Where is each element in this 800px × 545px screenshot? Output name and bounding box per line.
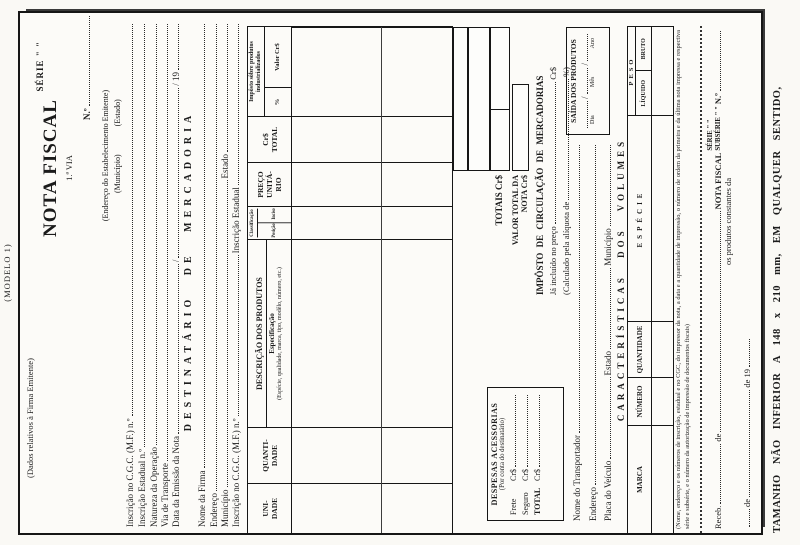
transportador-line: Nome do Transportador: [572, 143, 582, 521]
nota-fiscal-sheet: [18, 11, 763, 535]
body-row-line: [381, 27, 382, 533]
col-classificacao: Classificação Posição Inciso: [248, 206, 291, 239]
col-peso: PESO LÍQUIDO BRUTO: [628, 27, 651, 115]
dotted-line: [515, 395, 516, 467]
dotted-line: [178, 264, 179, 434]
dotted-line: [720, 31, 721, 91]
serie-label: SÉRIE " ": [35, 41, 45, 92]
empty-cell: [652, 377, 673, 425]
dotted-line: [527, 395, 528, 467]
modelo-label: (MODELO 1): [2, 243, 12, 302]
despesas-subtitle: (Por conta do destinatário): [499, 417, 506, 491]
dotted-line: [595, 145, 596, 485]
col-quantidade: QUANTI- DADE: [248, 427, 291, 483]
despesas-title: DESPESAS ACESSORIAS: [490, 402, 499, 506]
col-percent: %: [265, 87, 291, 116]
dotted-line: [749, 509, 750, 527]
col-numero: NÚMERO: [628, 377, 651, 425]
municipio-caption: (Município): [113, 154, 122, 193]
endereco-destinatario-line: Endereço: [209, 22, 219, 527]
products-table: [247, 26, 453, 533]
dados-firma-caption: (Dados relativos à Firma Emitente): [25, 358, 35, 478]
dotted-line: [132, 24, 133, 416]
aliquota-line: (Calculado pela alíquota de %): [561, 67, 571, 295]
seguro-line: Seguro Cr$: [521, 393, 530, 515]
empty-cell: [652, 425, 673, 533]
saida-dma-captions: Dia Mês Ano: [590, 38, 596, 124]
recibo-line: Receb. de NOTA FISCAL SÉRIE " " SUBSÉRIE " " N.º: [707, 29, 723, 529]
col-inciso: Inciso: [271, 208, 278, 220]
saida-produtos-box: [566, 27, 610, 135]
dotted-line: [238, 24, 239, 185]
value-box: [453, 27, 468, 171]
col-especie: ESPÉCIE: [628, 115, 651, 321]
dotted-line: [539, 395, 540, 467]
box-divider: [491, 109, 509, 110]
dotted-line: [579, 145, 580, 433]
caracteristicas-volumes-header: CARACTERÍSTICAS DOS VOLUMES: [616, 137, 626, 422]
natureza-operacao-line: Natureza da Operação: [149, 22, 159, 527]
dotted-line: [749, 390, 750, 497]
dotted-line: [749, 339, 750, 367]
empty-cell: [652, 27, 673, 115]
volumes-table-header: [628, 27, 652, 533]
col-preco-unitario: PREÇO UNITÁ- RIO: [248, 162, 291, 206]
empty-cell: [652, 115, 673, 321]
inscricao-estadual-line: Inscrição Estadual n.º: [137, 22, 147, 527]
dotted-line: [167, 24, 168, 461]
col-unidade: UNI- DADE: [248, 483, 291, 533]
dotted-line: [156, 24, 157, 445]
value-box: [468, 27, 490, 171]
col-marca: MARCA: [628, 425, 651, 533]
saida-title: SAÍDA DOS PRODUTOS: [569, 39, 578, 123]
dotted-line: [610, 268, 611, 349]
saida-date-line: / /: [580, 32, 590, 130]
estado-caption: (Estado): [113, 99, 122, 127]
numero-label: N.º: [82, 108, 92, 120]
dotted-line: [587, 68, 588, 95]
dotted-line: [178, 24, 179, 70]
col-bruto: BRUTO: [640, 38, 647, 60]
col-total: Cr$ TOTAL: [248, 116, 291, 162]
valor-total-label: VALOR TOTAL DA NOTA Cr$: [511, 175, 530, 246]
tamanho-minimo-note: TAMANHO NÃO INFERIOR A 148 x 210 mm, EM QUALQUER SENTIDO,: [772, 86, 783, 533]
col-posicao: Posição: [258, 223, 291, 238]
empty-cell: [292, 27, 452, 116]
col-valor: Valor Cr$: [274, 43, 282, 71]
empty-cell: [292, 483, 452, 533]
nome-firma-line: Nome da Firma: [197, 22, 207, 527]
imposto-circulacao-title: IMPÔSTO DE CIRCULAÇÃO DE MERCADORIAS: [535, 75, 545, 295]
serie-subserie-stack: SÉRIE " " SUBSÉRIE " ": [707, 106, 723, 151]
inscricao-cgc-line: Inscrição no C.G.C. (M.F.) n.º: [125, 22, 135, 527]
dotted-line: [587, 101, 588, 128]
totais-value-box: [490, 27, 510, 171]
destinatario-header: DESTINATÁRIO DE MERCADORIA: [183, 110, 194, 432]
numero-line: [82, 14, 92, 120]
totais-label: TOTAIS Cr$: [494, 175, 504, 226]
frete-line: Frete Cr$: [509, 393, 518, 515]
dotted-line: [587, 34, 588, 61]
valor-total-value-box: [512, 84, 529, 171]
volumes-table-body: [652, 27, 673, 533]
municipio-estado-captions: [113, 99, 122, 193]
col-liquido: LÍQUIDO: [636, 71, 651, 116]
products-table-header: [248, 27, 292, 533]
dotted-line: [555, 82, 556, 225]
incluido-preco-line: Já incluído no preço Cr$: [548, 67, 558, 295]
data-emissao-line: Data da Emissão da Nota / / 19: [171, 22, 181, 527]
dotted-line: [89, 16, 90, 106]
produtos-constantes-text: os produtos constantes da: [723, 177, 733, 265]
despesas-acessorias-box: [487, 387, 564, 521]
dotted-line: [238, 255, 239, 416]
total-despesas-line: TOTAL Cr$: [533, 393, 542, 515]
volumes-table: [627, 26, 674, 533]
endereco-transportador-line: Endereço: [588, 143, 598, 521]
col-imposto-ipi: Impôsto sôbre produtos industrializados % Valor Cr$: [248, 27, 291, 116]
dotted-line: [144, 24, 145, 447]
municipio-estado-line: Município Estado: [220, 22, 230, 527]
products-table-body: [292, 27, 452, 533]
dotted-line: [720, 211, 721, 431]
empty-cell: [292, 116, 452, 162]
dotted-line: [610, 377, 611, 458]
dotted-line: [610, 145, 611, 226]
empty-cell: [292, 162, 452, 206]
dotted-line: [216, 24, 217, 491]
empty-cell: [292, 206, 452, 239]
dotted-line: [204, 24, 205, 469]
dotted-line: [227, 24, 228, 152]
printer-footnote: (Nome, endereço e os números de inscrição, estadual e no CGC, do impressor da nota, a data e a quantidade de impressão, o número de ordem da primeira e da última nota impressa e respectiva série e subsérie, e o número da autorização de impressão de documentos fiscais): [675, 30, 691, 529]
col-descricao: DESCRIÇÃO DOS PRODUTOS Especificação (Espécie, qualidade, marca, tipo, modêlo, número, etc.): [248, 239, 291, 427]
empty-cell: [652, 321, 673, 377]
endereco-emitente-caption: (Endereço do Estabelecimento Emitente): [101, 89, 110, 222]
dotted-line: [720, 444, 721, 504]
via-transporte-line: Via de Transporte: [160, 22, 170, 527]
perforation-line: [700, 26, 702, 533]
recibo-date-line: de de 19: [742, 337, 752, 529]
dotted-line: [227, 180, 228, 487]
inscricoes-destinatario-line: Inscrição no C.G.C. (M.F.) n.º Inscrição Estadual: [231, 22, 241, 527]
placa-veiculo-line: Placa do Veículo Estado Município: [603, 143, 613, 521]
form-title: NOTA FISCAL: [40, 99, 61, 237]
empty-cell: [292, 427, 452, 483]
dotted-line: [178, 88, 179, 258]
col-quantidade-vol: QUANTIDADE: [628, 321, 651, 377]
via-label: 1.ª VIA: [64, 155, 74, 181]
empty-cell: [292, 239, 452, 427]
